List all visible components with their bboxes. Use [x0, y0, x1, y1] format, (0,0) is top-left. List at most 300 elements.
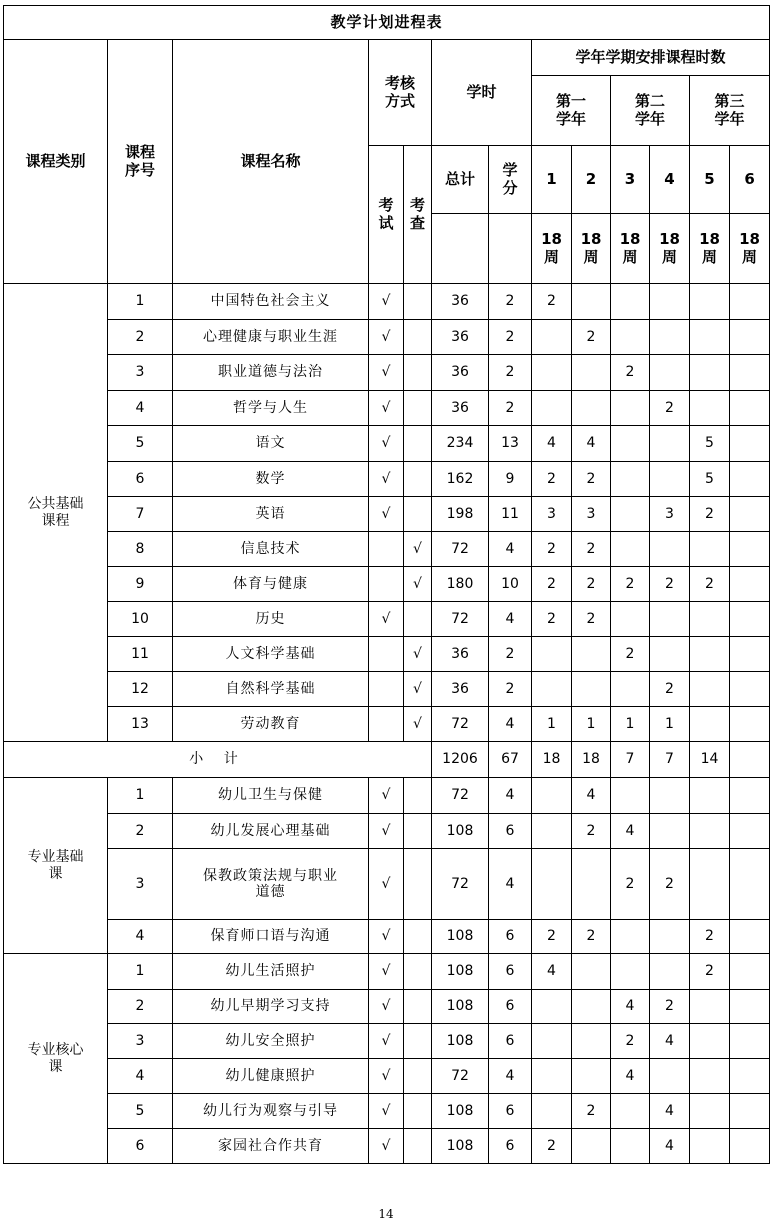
course-number: 2	[108, 990, 173, 1024]
exam-mark: √	[369, 391, 404, 426]
semester-hours	[611, 602, 650, 637]
semester-hours: 4	[532, 954, 572, 990]
semester-hours	[572, 990, 611, 1024]
semester-hours	[690, 1129, 730, 1164]
semester-hours: 4	[572, 426, 611, 462]
semester-hours: 4	[611, 1059, 650, 1094]
header-course-name: 课程名称	[173, 40, 369, 284]
semester-hours	[730, 602, 770, 637]
check-mark	[404, 1059, 432, 1094]
table-row	[4, 778, 770, 814]
exam-mark: √	[369, 1094, 404, 1129]
check-mark	[404, 355, 432, 391]
check-mark	[404, 426, 432, 462]
credits: 9	[489, 462, 532, 497]
header-semester: 6	[730, 146, 770, 214]
semester-hours: 4	[572, 778, 611, 814]
semester-hours: 3	[572, 497, 611, 532]
header-schedule: 学年学期安排课程时数	[532, 40, 770, 76]
subtotal-semester: 18	[532, 742, 572, 778]
credits: 6	[489, 954, 532, 990]
semester-hours: 2	[611, 355, 650, 391]
subtotal-semester: 7	[650, 742, 690, 778]
total-hours: 198	[432, 497, 489, 532]
check-mark	[404, 778, 432, 814]
semester-hours: 1	[532, 707, 572, 742]
semester-hours	[730, 355, 770, 391]
exam-mark	[369, 637, 404, 672]
teaching-plan-table	[3, 5, 770, 1164]
semester-hours: 2	[690, 567, 730, 602]
subtotal-label: 小 计	[4, 742, 432, 778]
course-name: 英语	[173, 497, 369, 532]
total-hours: 36	[432, 637, 489, 672]
table-row	[4, 1024, 770, 1059]
table-row	[4, 426, 770, 462]
semester-hours: 2	[690, 497, 730, 532]
semester-hours	[650, 920, 690, 954]
course-number: 4	[108, 391, 173, 426]
semester-hours: 2	[572, 320, 611, 355]
course-name: 幼儿健康照护	[173, 1059, 369, 1094]
check-mark	[404, 391, 432, 426]
semester-hours	[690, 637, 730, 672]
semester-hours	[650, 426, 690, 462]
table-row	[4, 1059, 770, 1094]
course-name: 信息技术	[173, 532, 369, 567]
credits: 6	[489, 1094, 532, 1129]
course-number: 11	[108, 637, 173, 672]
semester-hours	[650, 284, 690, 320]
semester-hours	[532, 637, 572, 672]
semester-hours	[532, 320, 572, 355]
semester-hours: 2	[572, 920, 611, 954]
semester-hours	[650, 602, 690, 637]
total-hours: 108	[432, 814, 489, 849]
table-row	[4, 284, 770, 320]
semester-hours	[730, 672, 770, 707]
semester-hours	[690, 814, 730, 849]
semester-hours	[690, 990, 730, 1024]
semester-hours	[532, 990, 572, 1024]
semester-hours	[690, 707, 730, 742]
category-label: 专业基础 课	[4, 778, 108, 954]
semester-hours	[650, 532, 690, 567]
exam-mark: √	[369, 778, 404, 814]
table-row	[4, 707, 770, 742]
table-row	[4, 920, 770, 954]
total-hours: 72	[432, 602, 489, 637]
table-row	[4, 497, 770, 532]
semester-hours: 4	[611, 814, 650, 849]
semester-hours	[572, 355, 611, 391]
exam-mark: √	[369, 954, 404, 990]
semester-hours: 2	[572, 567, 611, 602]
course-name: 自然科学基础	[173, 672, 369, 707]
table-row	[4, 462, 770, 497]
semester-hours	[650, 637, 690, 672]
semester-hours: 1	[611, 707, 650, 742]
semester-hours: 2	[572, 1094, 611, 1129]
credits: 2	[489, 637, 532, 672]
course-name: 人文科学基础	[173, 637, 369, 672]
semester-hours	[572, 1024, 611, 1059]
semester-hours	[730, 532, 770, 567]
header-seq-no: 课程 序号	[108, 40, 173, 284]
header-weeks: 18 周	[650, 214, 690, 284]
exam-mark: √	[369, 1024, 404, 1059]
total-hours: 72	[432, 532, 489, 567]
semester-hours	[650, 814, 690, 849]
course-number: 2	[108, 814, 173, 849]
course-name: 哲学与人生	[173, 391, 369, 426]
table-row	[4, 391, 770, 426]
semester-hours	[690, 778, 730, 814]
check-mark	[404, 954, 432, 990]
semester-hours: 4	[611, 990, 650, 1024]
total-hours: 36	[432, 672, 489, 707]
table-row	[4, 1094, 770, 1129]
semester-hours	[611, 284, 650, 320]
course-name: 家园社合作共育	[173, 1129, 369, 1164]
semester-hours	[730, 1059, 770, 1094]
exam-mark	[369, 532, 404, 567]
table-row	[4, 1129, 770, 1164]
course-name: 幼儿安全照护	[173, 1024, 369, 1059]
semester-hours	[730, 567, 770, 602]
semester-hours: 2	[532, 1129, 572, 1164]
exam-mark: √	[369, 426, 404, 462]
total-hours: 36	[432, 320, 489, 355]
semester-hours	[532, 391, 572, 426]
semester-hours	[730, 1094, 770, 1129]
exam-mark	[369, 672, 404, 707]
course-number: 1	[108, 954, 173, 990]
semester-hours: 2	[611, 567, 650, 602]
semester-hours: 3	[650, 497, 690, 532]
semester-hours	[572, 672, 611, 707]
semester-hours	[650, 954, 690, 990]
semester-hours	[650, 1059, 690, 1094]
semester-hours	[532, 672, 572, 707]
total-hours: 108	[432, 920, 489, 954]
exam-mark: √	[369, 320, 404, 355]
semester-hours	[730, 778, 770, 814]
check-mark	[404, 602, 432, 637]
course-name: 体育与健康	[173, 567, 369, 602]
check-mark: √	[404, 532, 432, 567]
course-name: 心理健康与职业生涯	[173, 320, 369, 355]
semester-hours	[611, 954, 650, 990]
course-name: 中国特色社会主义	[173, 284, 369, 320]
check-mark	[404, 849, 432, 920]
credits: 13	[489, 426, 532, 462]
check-mark	[404, 497, 432, 532]
semester-hours	[690, 602, 730, 637]
semester-hours	[572, 391, 611, 426]
semester-hours	[730, 462, 770, 497]
header-weeks: 18 周	[532, 214, 572, 284]
table-row	[4, 954, 770, 990]
header-weeks: 18 周	[730, 214, 770, 284]
exam-mark: √	[369, 462, 404, 497]
total-hours: 108	[432, 990, 489, 1024]
course-number: 4	[108, 920, 173, 954]
category-label: 公共基础 课程	[4, 284, 108, 742]
semester-hours: 2	[650, 990, 690, 1024]
semester-hours: 2	[650, 567, 690, 602]
subtotal-total: 1206	[432, 742, 489, 778]
table-row	[4, 602, 770, 637]
exam-mark: √	[369, 990, 404, 1024]
check-mark: √	[404, 637, 432, 672]
table-row	[4, 637, 770, 672]
semester-hours	[690, 849, 730, 920]
course-name: 保育师口语与沟通	[173, 920, 369, 954]
course-number: 3	[108, 355, 173, 391]
semester-hours: 2	[611, 1024, 650, 1059]
course-number: 7	[108, 497, 173, 532]
total-hours: 72	[432, 778, 489, 814]
semester-hours	[730, 497, 770, 532]
semester-hours	[690, 1059, 730, 1094]
total-hours: 108	[432, 954, 489, 990]
semester-hours	[730, 320, 770, 355]
semester-hours	[690, 1094, 730, 1129]
exam-mark	[369, 567, 404, 602]
header-weeks: 18 周	[572, 214, 611, 284]
check-mark	[404, 320, 432, 355]
course-number: 10	[108, 602, 173, 637]
semester-hours	[572, 1059, 611, 1094]
semester-hours	[611, 391, 650, 426]
course-number: 4	[108, 1059, 173, 1094]
course-number: 6	[108, 1129, 173, 1164]
course-number: 3	[108, 1024, 173, 1059]
semester-hours	[730, 849, 770, 920]
semester-hours: 2	[572, 532, 611, 567]
semester-hours	[611, 1129, 650, 1164]
credits: 10	[489, 567, 532, 602]
semester-hours	[730, 990, 770, 1024]
total-hours: 36	[432, 284, 489, 320]
semester-hours	[611, 778, 650, 814]
header-total: 总计	[432, 146, 489, 214]
total-hours: 36	[432, 391, 489, 426]
semester-hours: 5	[690, 426, 730, 462]
semester-hours	[611, 920, 650, 954]
header-credit-blank	[489, 214, 532, 284]
subtotal-semester	[730, 742, 770, 778]
table-row	[4, 849, 770, 920]
exam-mark: √	[369, 602, 404, 637]
course-number: 8	[108, 532, 173, 567]
semester-hours: 4	[650, 1094, 690, 1129]
table-row	[4, 814, 770, 849]
semester-hours	[611, 320, 650, 355]
header-year-1: 第一 学年	[532, 76, 611, 146]
semester-hours: 4	[532, 426, 572, 462]
semester-hours: 2	[532, 920, 572, 954]
semester-hours	[650, 778, 690, 814]
semester-hours	[690, 284, 730, 320]
semester-hours	[730, 284, 770, 320]
header-credit: 学 分	[489, 146, 532, 214]
check-mark: √	[404, 672, 432, 707]
header-year-2: 第二 学年	[611, 76, 690, 146]
credits: 11	[489, 497, 532, 532]
table-row	[4, 990, 770, 1024]
header-assessment: 考核 方式	[369, 40, 432, 146]
semester-hours	[532, 355, 572, 391]
semester-hours	[690, 355, 730, 391]
semester-hours	[690, 672, 730, 707]
header-exam: 考 试	[369, 146, 404, 284]
semester-hours	[650, 355, 690, 391]
semester-hours: 2	[650, 849, 690, 920]
exam-mark: √	[369, 284, 404, 320]
semester-hours	[572, 637, 611, 672]
check-mark	[404, 814, 432, 849]
header-weeks: 18 周	[611, 214, 650, 284]
course-name: 幼儿发展心理基础	[173, 814, 369, 849]
semester-hours	[572, 849, 611, 920]
semester-hours	[611, 672, 650, 707]
table-row	[4, 320, 770, 355]
table-row	[4, 567, 770, 602]
header-semester: 1	[532, 146, 572, 214]
semester-hours	[611, 426, 650, 462]
credits: 4	[489, 849, 532, 920]
semester-hours	[532, 849, 572, 920]
credits: 6	[489, 990, 532, 1024]
semester-hours	[730, 426, 770, 462]
exam-mark: √	[369, 497, 404, 532]
total-hours: 180	[432, 567, 489, 602]
header-hours: 学时	[432, 40, 532, 146]
table-title: 教学计划进程表	[4, 6, 770, 40]
total-hours: 36	[432, 355, 489, 391]
course-number: 12	[108, 672, 173, 707]
semester-hours: 2	[690, 920, 730, 954]
course-name: 保教政策法规与职业 道德	[173, 849, 369, 920]
header-semester: 3	[611, 146, 650, 214]
semester-hours: 3	[532, 497, 572, 532]
course-number: 2	[108, 320, 173, 355]
semester-hours	[532, 1024, 572, 1059]
semester-hours: 2	[532, 567, 572, 602]
header-category: 课程类别	[4, 40, 108, 284]
semester-hours	[532, 778, 572, 814]
check-mark: √	[404, 707, 432, 742]
semester-hours	[650, 462, 690, 497]
semester-hours	[730, 1024, 770, 1059]
semester-hours	[730, 814, 770, 849]
semester-hours	[690, 1024, 730, 1059]
semester-hours: 4	[650, 1129, 690, 1164]
semester-hours	[730, 637, 770, 672]
semester-hours: 2	[690, 954, 730, 990]
course-name: 幼儿行为观察与引导	[173, 1094, 369, 1129]
subtotal-semester: 14	[690, 742, 730, 778]
category-label: 专业核心 课	[4, 954, 108, 1164]
table-row	[4, 532, 770, 567]
semester-hours	[730, 920, 770, 954]
table-row	[4, 355, 770, 391]
credits: 2	[489, 320, 532, 355]
total-hours: 72	[432, 849, 489, 920]
credits: 6	[489, 1024, 532, 1059]
check-mark	[404, 920, 432, 954]
semester-hours: 4	[650, 1024, 690, 1059]
check-mark	[404, 1094, 432, 1129]
header-total-blank	[432, 214, 489, 284]
exam-mark: √	[369, 1059, 404, 1094]
credits: 6	[489, 1129, 532, 1164]
semester-hours: 2	[572, 602, 611, 637]
course-number: 5	[108, 1094, 173, 1129]
semester-hours	[572, 284, 611, 320]
semester-hours	[690, 391, 730, 426]
exam-mark: √	[369, 814, 404, 849]
check-mark	[404, 462, 432, 497]
credits: 2	[489, 284, 532, 320]
check-mark: √	[404, 567, 432, 602]
check-mark	[404, 990, 432, 1024]
semester-hours	[532, 814, 572, 849]
course-number: 1	[108, 284, 173, 320]
check-mark	[404, 284, 432, 320]
credits: 2	[489, 672, 532, 707]
semester-hours	[650, 320, 690, 355]
semester-hours: 2	[532, 602, 572, 637]
total-hours: 162	[432, 462, 489, 497]
exam-mark: √	[369, 1129, 404, 1164]
course-name: 语文	[173, 426, 369, 462]
course-name: 数学	[173, 462, 369, 497]
total-hours: 72	[432, 707, 489, 742]
check-mark	[404, 1129, 432, 1164]
semester-hours: 1	[572, 707, 611, 742]
exam-mark	[369, 707, 404, 742]
semester-hours: 2	[572, 814, 611, 849]
exam-mark: √	[369, 355, 404, 391]
course-number: 1	[108, 778, 173, 814]
semester-hours	[611, 1094, 650, 1129]
header-check: 考 查	[404, 146, 432, 284]
header-semester: 4	[650, 146, 690, 214]
semester-hours: 2	[650, 391, 690, 426]
semester-hours: 5	[690, 462, 730, 497]
semester-hours	[611, 462, 650, 497]
semester-hours	[690, 532, 730, 567]
course-number: 3	[108, 849, 173, 920]
course-number: 5	[108, 426, 173, 462]
semester-hours	[730, 391, 770, 426]
subtotal-row	[4, 742, 770, 778]
total-hours: 72	[432, 1059, 489, 1094]
subtotal-credit: 67	[489, 742, 532, 778]
credits: 4	[489, 778, 532, 814]
semester-hours: 2	[611, 637, 650, 672]
semester-hours: 2	[650, 672, 690, 707]
subtotal-semester: 7	[611, 742, 650, 778]
semester-hours	[532, 1059, 572, 1094]
semester-hours: 2	[611, 849, 650, 920]
total-hours: 108	[432, 1024, 489, 1059]
credits: 2	[489, 355, 532, 391]
total-hours: 108	[432, 1129, 489, 1164]
